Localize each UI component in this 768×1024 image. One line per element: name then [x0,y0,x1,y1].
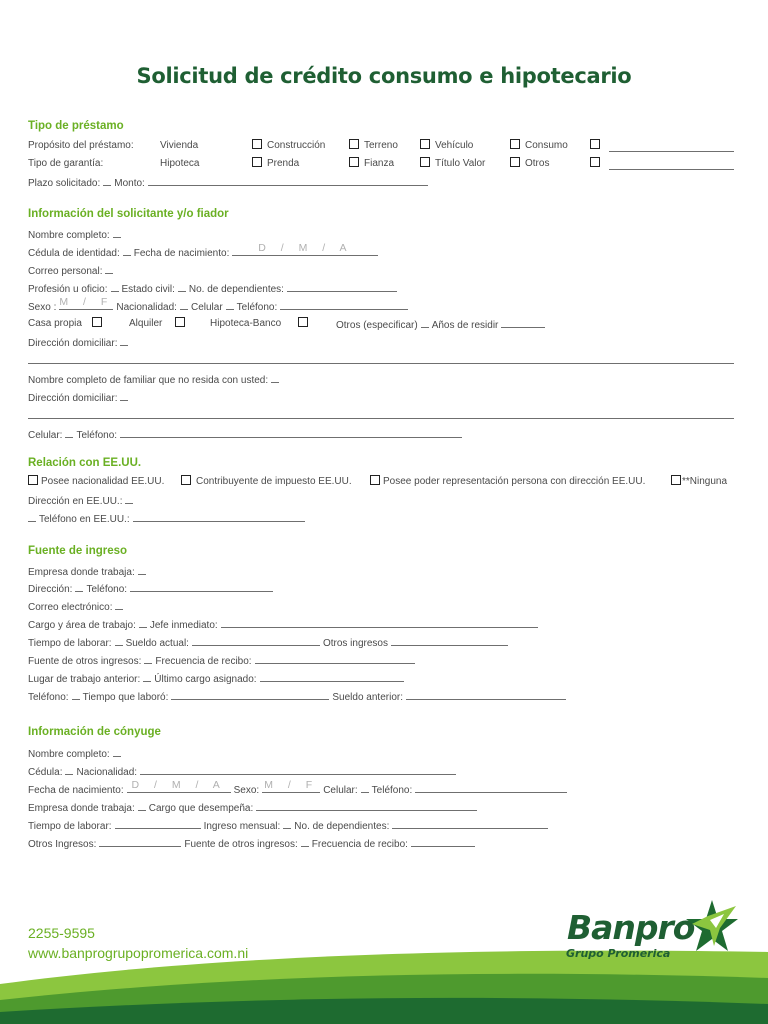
tiempo-laboro-label: Tiempo que laboró: [82,692,169,703]
checkbox[interactable] [420,157,430,167]
option-label: **Ninguna [682,476,728,487]
eeuu-direccion-label: Dirección en EE.UU.: [28,496,123,507]
direccion2-label: Dirección domiciliar: [28,393,118,404]
mf-hint: M / F [59,296,114,308]
conyuge-tiempo-field[interactable] [115,817,201,829]
telefono-label: Teléfono: [236,302,278,313]
conyuge-ingreso-label: Ingreso mensual: [203,821,281,832]
conyuge-sexo-label: Sexo: [233,785,260,796]
empresa-label: Empresa donde trabaja: [28,567,135,578]
conyuge-dependientes-label: No. de dependientes: [294,821,390,832]
sexo-field[interactable] [59,298,113,310]
profesion-label: Profesión u oficio: [28,284,108,295]
checkbox[interactable] [420,139,430,149]
dma-hint: D / M / A [258,242,353,254]
section-heading-tipo-prestamo: Tipo de préstamo [28,120,124,132]
conyuge-telefono-field[interactable] [415,781,567,793]
conyuge-dependientes-field[interactable] [392,817,548,829]
fuente-otros-field[interactable] [144,652,152,664]
checkbox[interactable] [175,317,185,327]
conyuge-celular-field[interactable] [361,781,369,793]
ultimo-cargo-label: Último cargo asignado: [154,674,257,685]
conyuge-fuente-field[interactable] [301,835,309,847]
fuente-otros-row [28,652,734,668]
alquiler-label: Alquiler [129,318,163,329]
conyuge-nombre-field[interactable] [113,745,121,757]
option-prenda[interactable] [252,156,299,172]
conyuge-frecuencia-label: Frecuencia de recibo: [311,839,408,850]
direccion-label: Dirección domiciliar: [28,338,118,349]
telefono2-label: Teléfono: [76,430,118,441]
conyuge-frecuencia-field[interactable] [411,835,475,847]
tiempo-laboro-field[interactable] [171,688,329,700]
ingreso-direccion-field[interactable] [75,580,83,592]
checkbox[interactable] [252,139,262,149]
checkbox[interactable] [370,475,380,485]
option-label: Contribuyente de impuesto EE.UU. [196,476,352,487]
estado-civil-label: Estado civil: [121,284,175,295]
sexo-row [28,298,734,314]
profesion-row [28,280,734,296]
tiempo-row [28,634,734,650]
celular2-row [28,426,734,442]
option-terreno[interactable] [349,138,398,154]
option-otros[interactable] [510,156,549,172]
conyuge-otros-row [28,835,734,851]
checkbox[interactable] [510,139,520,149]
eeuu-option-poder[interactable] [370,474,645,490]
conyuge-ingreso-field[interactable] [283,817,291,829]
conyuge-telefono-label: Teléfono: [371,785,413,796]
conyuge-cargo-field[interactable] [256,799,477,811]
hipoteca-banco-checkbox[interactable] [298,316,313,332]
eeuu-option-nacionalidad[interactable] [28,474,164,490]
mf-hint: M / F [264,779,319,791]
telefono-anterior-label: Teléfono: [28,692,69,703]
anos-residir-label: Años de residir [431,320,499,331]
checkbox[interactable] [298,317,308,327]
nacionalidad-field[interactable] [180,298,188,310]
conyuge-nombre-row [28,745,734,761]
jefe-field[interactable] [221,616,538,628]
telefono-field[interactable] [280,298,408,310]
cedula-label: Cédula de identidad: [28,248,120,259]
fecha-nac-field[interactable] [232,244,378,256]
option-label: Posee nacionalidad EE.UU. [41,476,165,487]
dependientes-field[interactable] [287,280,397,292]
eeuu-telefono-field[interactable] [133,510,305,522]
conyuge-sexo-field[interactable] [262,781,320,793]
option-label: Consumo [525,140,568,151]
conyuge-nombre-label: Nombre completo: [28,749,110,760]
telefono-anterior-row [28,688,734,704]
plazo-label: Plazo solicitado: [28,178,101,189]
option-fianza[interactable] [349,156,394,172]
conyuge-cargo-label: Cargo que desempeña: [148,803,254,814]
checkbox[interactable] [349,157,359,167]
nacionalidad-label: Nacionalidad: [116,302,177,313]
lugar-anterior-field[interactable] [143,670,151,682]
checkbox[interactable] [671,475,681,485]
ingreso-correo-row [28,598,734,614]
otro-proposito-line[interactable] [609,140,734,152]
ingreso-telefono-field[interactable] [130,580,273,592]
plazo-field[interactable] [103,174,111,186]
familiar-field[interactable] [271,371,279,383]
option-vivienda-label: Vivienda [160,140,199,151]
footer-phone: 2255-9595 [28,925,95,941]
fuente-otros-label: Fuente de otros ingresos: [28,656,142,667]
star-logo-icon [684,898,740,954]
conyuge-tiempo-row [28,817,734,833]
checkbox[interactable] [28,475,38,485]
cedula-row [28,244,734,260]
eeuu-direccion-field[interactable] [125,492,133,504]
grupo-promerica-text: Grupo Promerica [566,947,671,960]
conyuge-celular-label: Celular: [323,785,358,796]
familiar-label: Nombre completo de familiar que no resida con usted: [28,375,269,386]
direccion2-row [28,389,734,405]
ingreso-direccion-row [28,580,734,596]
nombre-row [28,226,734,242]
section-heading-conyuge: Información de cónyuge [28,726,161,738]
celular-field[interactable] [226,298,234,310]
checkbox[interactable] [590,157,600,167]
conyuge-tiempo-label: Tiempo de laborar: [28,821,112,832]
sueldo-anterior-field[interactable] [406,688,566,700]
option-label: Prenda [267,158,300,169]
otros-field[interactable] [421,316,429,328]
direccion2-field[interactable] [120,389,128,401]
conyuge-empresa-row [28,799,734,815]
ultimo-cargo-field[interactable] [260,670,404,682]
alquiler-checkbox[interactable] [175,316,190,332]
banpro-logo-text: Banpro [567,908,695,947]
garantia-label: Tipo de garantía: [28,158,104,169]
checkbox[interactable] [181,475,191,485]
conyuge-otros-field[interactable] [99,835,181,847]
jefe-label: Jefe inmediato: [149,620,218,631]
conyuge-nacionalidad-field[interactable] [140,763,456,775]
tiempo-label: Tiempo de laborar: [28,638,112,649]
casa-propia-checkbox[interactable] [92,316,107,332]
option-label: Fianza [364,158,395,169]
monto-label: Monto: [114,178,145,189]
otra-garantia-line[interactable] [609,158,734,170]
section-heading-eeuu: Relación con EE.UU. [28,457,142,469]
cargo-row [28,616,734,632]
casa-propia-label: Casa propia [28,318,82,329]
correo-row [28,262,734,278]
section-heading-ingreso: Fuente de ingreso [28,545,128,557]
conyuge-empresa-label: Empresa donde trabaja: [28,803,135,814]
option-vehiculo[interactable] [420,138,473,154]
conyuge-nacionalidad-label: Nacionalidad: [76,767,138,778]
ingreso-correo-field[interactable] [115,598,123,610]
ingreso-correo-label: Correo electrónico: [28,602,113,613]
sueldo-label: Sueldo actual: [125,638,189,649]
sueldo-anterior-label: Sueldo anterior: [332,692,403,703]
hipoteca-banco-label: Hipoteca-Banco [210,318,282,329]
sueldo-field[interactable] [192,634,320,646]
option-label: Otros [525,158,550,169]
otros-row [336,316,734,332]
conyuge-otros-label: Otros Ingresos: [28,839,97,850]
otros-label: Otros (especificar) [336,320,418,331]
otros-ingresos-field[interactable] [391,634,508,646]
fecha-nac-label: Fecha de nacimiento: [133,248,230,259]
ingreso-direccion-label: Dirección: [28,584,73,595]
tiempo-field[interactable] [115,634,123,646]
option-label: Vehículo [435,140,474,151]
lugar-anterior-label: Lugar de trabajo anterior: [28,674,141,685]
telefono2-field[interactable] [120,426,462,438]
direccion-line-2[interactable] [28,352,734,364]
cargo-label: Cargo y área de trabajo: [28,620,136,631]
familiar-row [28,371,734,387]
option-otra-garantia[interactable] [590,156,605,172]
conyuge-cedula-label: Cédula: [28,767,63,778]
option-hipoteca-label: Hipoteca [160,158,200,169]
checkbox[interactable] [349,139,359,149]
section-heading-solicitante: Información del solicitante y/o fiador [28,208,229,220]
celular2-label: Celular: [28,430,63,441]
telefono-anterior-field[interactable] [72,688,80,700]
option-label: Terreno [364,140,398,151]
ingreso-telefono-label: Teléfono: [86,584,128,595]
direccion-field[interactable] [120,334,128,346]
checkbox[interactable] [92,317,102,327]
direccion-row [28,334,734,350]
dependientes-label: No. de dependientes: [188,284,284,295]
celular2-field[interactable] [65,426,73,438]
conyuge-fecha-row [28,781,734,797]
anos-residir-field[interactable] [501,316,545,328]
checkbox[interactable] [252,157,262,167]
option-label: Construcción [267,140,326,151]
frecuencia-label: Frecuencia de recibo: [155,656,252,667]
otros-ingresos-label: Otros ingresos [322,638,388,649]
nombre-label: Nombre completo: [28,230,110,241]
conyuge-fecha-field[interactable] [127,781,231,793]
plazo-row [28,174,734,190]
correo-label: Correo personal: [28,266,103,277]
option-label: Título Valor [435,158,486,169]
conyuge-fuente-label: Fuente de otros ingresos: [184,839,298,850]
empresa-row [28,563,734,579]
lugar-anterior-row [28,670,734,686]
profesion-field[interactable] [111,280,119,292]
checkbox[interactable] [510,157,520,167]
cargo-field[interactable] [139,616,147,628]
proposito-label: Propósito del préstamo: [28,140,134,151]
eeuu-telefono-row [28,510,734,526]
checkbox[interactable] [590,139,600,149]
eeuu-direccion-row [28,492,734,508]
conyuge-fecha-label: Fecha de nacimiento: [28,785,124,796]
eeuu-option-ninguna[interactable] [671,474,727,490]
nombre-field[interactable] [113,226,121,238]
option-otro-proposito[interactable] [590,138,605,154]
celular-label: Celular [190,302,223,313]
eeuu-direccion-line-2[interactable] [28,510,36,522]
conyuge-empresa-field[interactable] [138,799,146,811]
sexo-label: Sexo : [28,302,57,313]
correo-field[interactable] [105,262,113,274]
direccion2-line-2[interactable] [28,407,734,419]
option-construccion[interactable] [252,138,325,154]
eeuu-telefono-label: Teléfono en EE.UU.: [39,514,130,525]
dma-hint: D / M / A [131,779,226,791]
eeuu-option-contribuyente[interactable] [181,474,352,490]
conyuge-cedula-field[interactable] [65,763,73,775]
option-consumo[interactable] [510,138,568,154]
frecuencia-field[interactable] [255,652,415,664]
option-label: Posee poder representación persona con dirección EE.UU. [383,476,646,487]
monto-field[interactable] [148,174,428,186]
option-titulo-valor[interactable] [420,156,485,172]
empresa-field[interactable] [138,563,146,575]
cedula-field[interactable] [123,244,131,256]
footer-website-link[interactable]: www.banprogrupopromerica.com.ni [28,945,249,961]
estado-civil-field[interactable] [178,280,186,292]
form-title: Solicitud de crédito consumo e hipotecario [136,64,632,88]
